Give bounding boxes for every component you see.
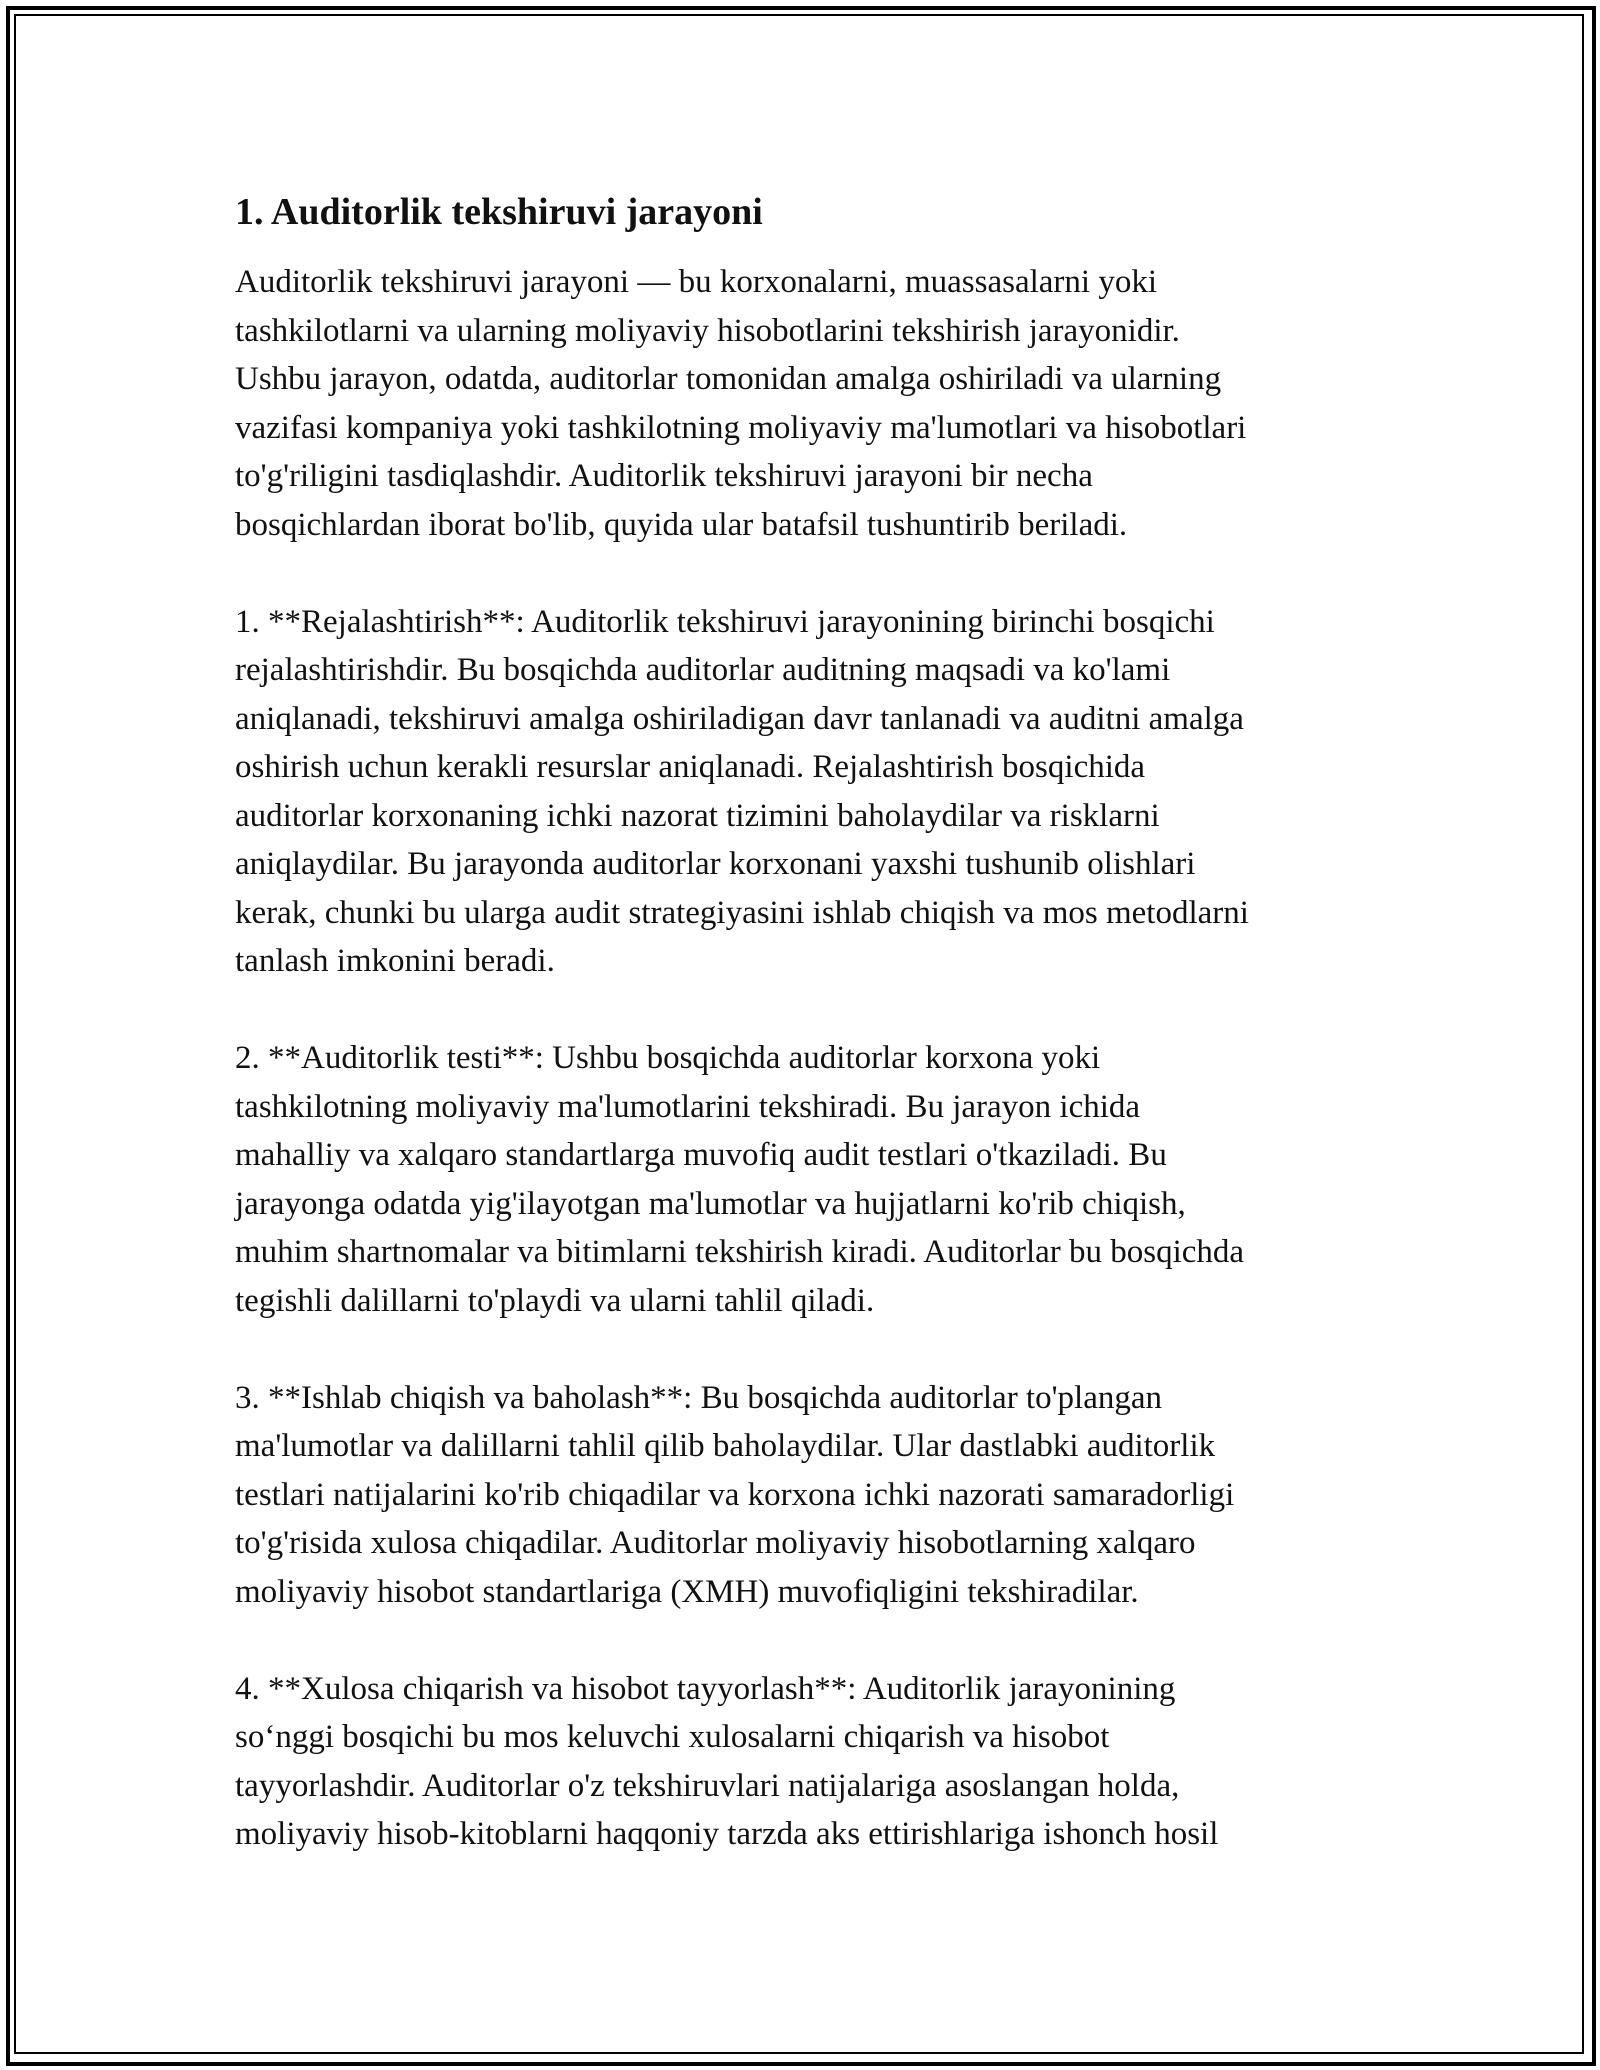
document-title: 1. Auditorlik tekshiruvi jarayoni xyxy=(235,191,763,233)
text-line: tanlash imkonini beradi. xyxy=(235,943,555,979)
text-line: testlari natijalarini ko'rib chiqadilar va korxona ichki nazorati samaradorligi xyxy=(235,1476,1235,1513)
text-line: bosqichlardan iborat bo'lib, quyida ular batafsil tushuntirib beriladi. xyxy=(235,506,1128,543)
text-line: aniqlanadi, tekshiruvi amalga oshiriladigan davr tanlanadi va auditni amalga xyxy=(235,700,1244,737)
text-line: 4. **Xulosa chiqarish va hisobot tayyorlash**: Auditorlik jarayonining xyxy=(235,1670,1176,1707)
text-line: aniqlaydilar. Bu jarayonda auditorlar korxonani yaxshi tushunib olishlari xyxy=(235,846,1196,882)
paragraph-ishlab-chiqish xyxy=(235,1374,1385,1617)
text-line: to'g'riligini tasdiqlashdir. Auditorlik tekshiruvi jarayoni bir necha xyxy=(235,458,1093,494)
text-line: tashkilotning moliyaviy ma'lumotlarini tekshiradi. Bu jarayon ichida xyxy=(235,1088,1141,1125)
text-line: moliyaviy hisobot standartlariga (XMH) muvofiqligini tekshiradilar. xyxy=(235,1573,1139,1610)
text-line: tayyorlashdir. Auditorlar o'z tekshiruvlari natijalariga asoslangan holda, xyxy=(235,1767,1180,1804)
paragraph-rejalashtirish xyxy=(235,598,1385,986)
text-line: oshirish uchun kerakli resurslar aniqlanadi. Rejalashtirish bosqichida xyxy=(235,749,1146,785)
text-line: so‘nggi bosqichi bu mos keluvchi xulosalarni chiqarish va hisobot xyxy=(235,1719,1110,1755)
paragraph-auditorlik-testi xyxy=(235,1034,1385,1325)
paragraph-xulosa xyxy=(235,1665,1385,1859)
text-line: to'g'risida xulosa chiqadilar. Auditorlar moliyaviy hisobotlarning xalqaro xyxy=(235,1525,1196,1561)
text-line: Ushbu jarayon, odatda, auditorlar tomonidan amalga oshiriladi va ularning xyxy=(235,361,1222,397)
paragraph-intro xyxy=(235,258,1385,549)
text-line: mahalliy va xalqaro standartlarga muvofiq audit testlari o'tkaziladi. Bu xyxy=(235,1137,1167,1173)
text-line: 2. **Auditorlik testi**: Ushbu bosqichda auditorlar korxona yoki xyxy=(235,1040,1101,1076)
text-line: jarayonga odatda yig'ilayotgan ma'lumotlar va hujjatlarni ko'rib chiqish, xyxy=(235,1185,1186,1222)
text-line: tegishli dalillarni to'playdi va ularni tahlil qiladi. xyxy=(235,1282,875,1319)
document-body xyxy=(235,186,1385,1907)
text-line: ma'lumotlar va dalillarni tahlil qilib baholaydilar. Ular dastlabki auditorlik xyxy=(235,1428,1216,1464)
text-line: kerak, chunki bu ularga audit strategiyasini ishlab chiqish va mos metodlarni xyxy=(235,894,1249,931)
text-line: Auditorlik tekshiruvi jarayoni — bu korxonalarni, muassasalarni yoki xyxy=(235,264,1157,300)
text-line: vazifasi kompaniya yoki tashkilotning moliyaviy ma'lumotlari va hisobotlari xyxy=(235,409,1247,446)
text-line: auditorlar korxonaning ichki nazorat tizimini baholaydilar va risklarni xyxy=(235,797,1160,834)
text-line: muhim shartnomalar va bitimlarni tekshirish kiradi. Auditorlar bu bosqichda xyxy=(235,1234,1245,1270)
text-line: moliyaviy hisob-kitoblarni haqqoniy tarzda aks ettirishlariga ishonch hosil xyxy=(235,1816,1219,1852)
text-line: rejalashtirishdir. Bu bosqichda auditorlar auditning maqsadi va ko'lami xyxy=(235,652,1171,688)
text-line: tashkilotlarni va ularning moliyaviy hisobotlarini tekshirish jarayonidir. xyxy=(235,312,1180,349)
text-line: 1. **Rejalashtirish**: Auditorlik tekshiruvi jarayonining birinchi bosqichi xyxy=(235,603,1215,640)
text-line: 3. **Ishlab chiqish va baholash**: Bu bosqichda auditorlar to'plangan xyxy=(235,1379,1163,1416)
